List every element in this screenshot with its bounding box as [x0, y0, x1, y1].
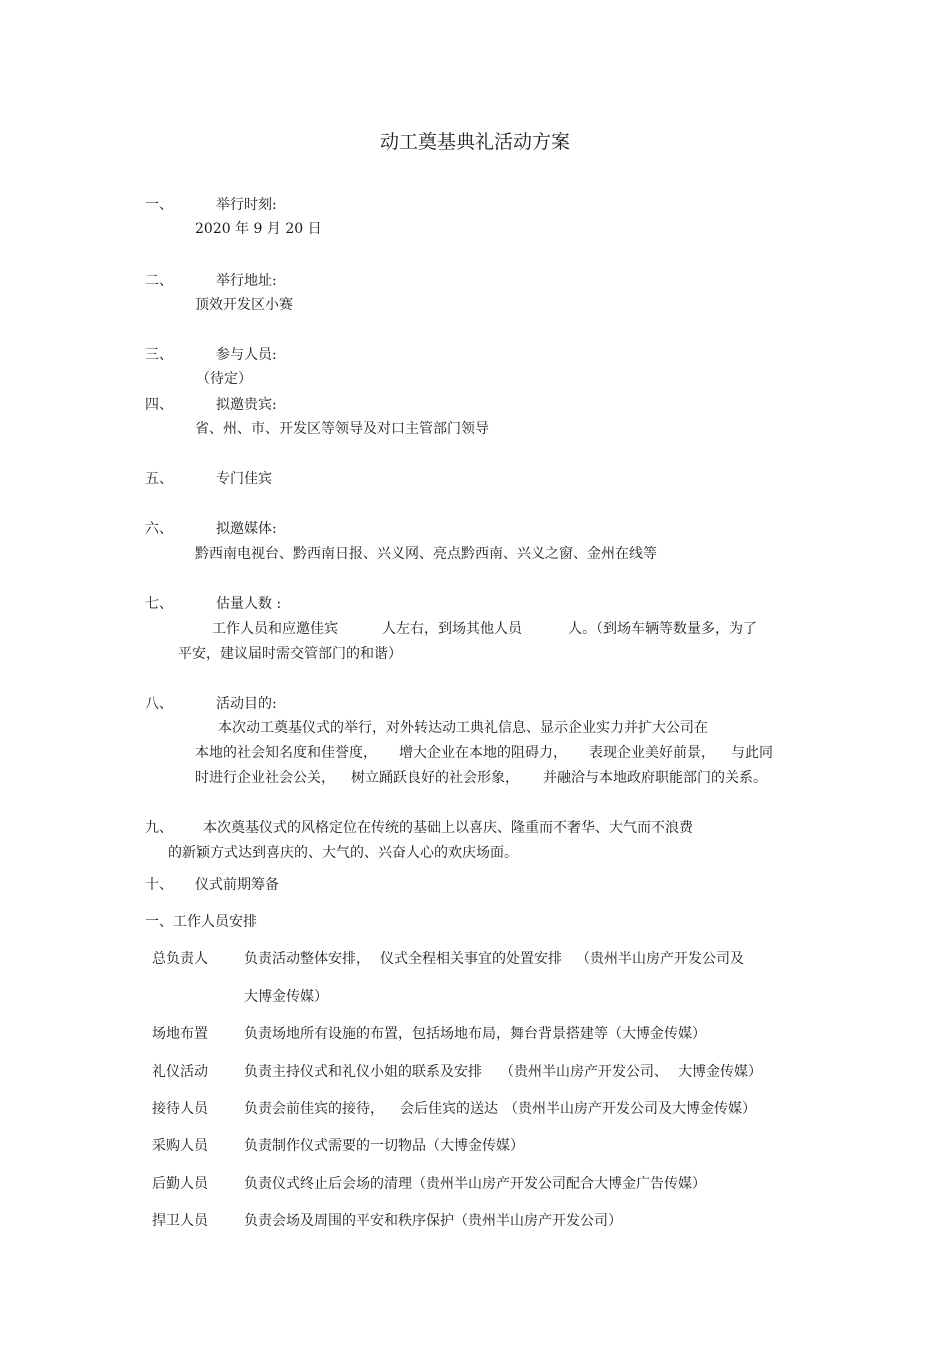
section-3-content: （待定） [196, 371, 252, 387]
section-8-part-2: 增大企业在本地的阻碍力， [399, 745, 567, 761]
section-1-number: 一、 [145, 197, 173, 213]
staff-role-6: 后勤人员 [152, 1176, 208, 1192]
section-3-label: 参与人员: [216, 347, 277, 363]
section-8-part-3: 表现企业美好前景， [589, 745, 715, 761]
staff-role-7: 捍卫人员 [152, 1213, 208, 1229]
section-8-part-7: 并融洽与本地政府职能部门的关系。 [543, 770, 767, 786]
section-9-line-1: 本次奠基仪式的风格定位在传统的基础上以喜庆、隆重而不奢华、大气而不浪费 [203, 820, 693, 836]
staff-duty-4-part-1: 负责会前佳宾的接待， [244, 1101, 384, 1117]
section-1-content: 2020 年 9 月 20 日 [195, 221, 322, 237]
staff-duty-1-part-1: 负责活动整体安排， [244, 951, 370, 967]
section-8-part-6: 树立踊跃良好的社会形象， [351, 770, 519, 786]
section-5-number: 五、 [145, 471, 173, 487]
staff-duty-2: 负责场地所有设施的布置，包括场地布局，舞台背景搭建等（大博金传媒） [244, 1026, 706, 1042]
section-7-label: 估量人数 : [216, 596, 282, 612]
page-title: 动工奠基典礼活动方案 [379, 131, 570, 153]
section-7-line-1 [212, 620, 757, 638]
staff-duty-4-part-2: 会后佳宾的送达 [400, 1101, 498, 1117]
section-6-content: 黔西南电视台、黔西南日报、兴义网、亮点黔西南、兴义之窗、金州在线等 [195, 546, 657, 562]
section-9-number: 九、 [145, 820, 173, 836]
section-4-number: 四、 [145, 397, 173, 413]
section-10-number: 十、 [145, 877, 173, 893]
staff-duty-3-part-3: 大博金传媒） [678, 1064, 762, 1080]
section-8-line-3 [195, 769, 767, 787]
section-1-label: 举行时刻: [216, 197, 277, 213]
staff-duty-1-part-3: （贵州半山房产开发公司及 [576, 951, 744, 967]
section-8-number: 八、 [145, 696, 173, 712]
section-8-part-5: 时进行企业社会公关， [195, 770, 335, 786]
section-8-part-1: 本地的社会知名度和佳誉度， [195, 745, 377, 761]
section-10-label: 仪式前期筹备 [195, 877, 279, 893]
section-2-label: 举行地址: [216, 273, 277, 289]
staff-duty-6: 负责仪式终止后会场的清理（贵州半山房产开发公司配合大博金广告传媒） [244, 1176, 706, 1192]
section-7-part-3: 人。（到场车辆等数量多，为了 [568, 621, 757, 637]
section-8-part-4: 与此同 [731, 745, 773, 761]
staff-duty-1 [244, 950, 744, 968]
staff-duty-7: 负责会场及周围的平安和秩序保护（贵州半山房产开发公司） [244, 1213, 622, 1229]
staff-duty-3-part-1: 负责主持仪式和礼仪小姐的联系及安排 [244, 1064, 482, 1080]
section-9-line-2: 的新颖方式达到喜庆的、大气的、兴奋人心的欢庆场面。 [168, 845, 518, 861]
staff-duty-3-part-2: （贵州半山房产开发公司、 [500, 1064, 668, 1080]
staff-duty-1-cont: 大博金传媒） [244, 989, 328, 1005]
section-8-label: 活动目的: [216, 696, 277, 712]
section-2-number: 二、 [145, 273, 173, 289]
staff-duty-4 [244, 1100, 756, 1118]
staff-duty-5: 负责制作仪式需要的一切物品（大博金传媒） [244, 1138, 524, 1154]
section-7-part-2: 人左右，到场其他人员 [382, 621, 522, 637]
staff-duty-1-part-2: 仪式全程相关事宜的处置安排 [380, 951, 562, 967]
staff-heading: 一、工作人员安排 [145, 914, 257, 930]
staff-role-2: 场地布置 [152, 1026, 208, 1042]
section-7-number: 七、 [145, 596, 173, 612]
section-7-part-1: 工作人员和应邀佳宾 [212, 621, 338, 637]
section-2-content: 顶效开发区小赛 [195, 297, 293, 313]
staff-role-4: 接待人员 [152, 1101, 208, 1117]
staff-duty-3 [244, 1063, 762, 1081]
section-4-content: 省、州、市、开发区等领导及对口主管部门领导 [195, 421, 489, 437]
section-8-line-2 [195, 744, 773, 762]
staff-role-3: 礼仪活动 [152, 1064, 208, 1080]
staff-role-1: 总负责人 [152, 951, 208, 967]
section-6-number: 六、 [145, 521, 173, 537]
section-5-label: 专门佳宾 [216, 471, 272, 487]
staff-duty-4-part-3: （贵州半山房产开发公司及大博金传媒） [504, 1101, 756, 1117]
section-4-label: 拟邀贵宾: [216, 397, 277, 413]
section-3-number: 三、 [145, 347, 173, 363]
staff-role-5: 采购人员 [152, 1138, 208, 1154]
section-8-line-1: 本次动工奠基仪式的举行，对外转达动工典礼信息、显示企业实力并扩大公司在 [218, 720, 708, 736]
section-7-line-2: 平安，建议届时需交管部门的和谐） [178, 646, 402, 662]
section-6-label: 拟邀媒体: [216, 521, 277, 537]
